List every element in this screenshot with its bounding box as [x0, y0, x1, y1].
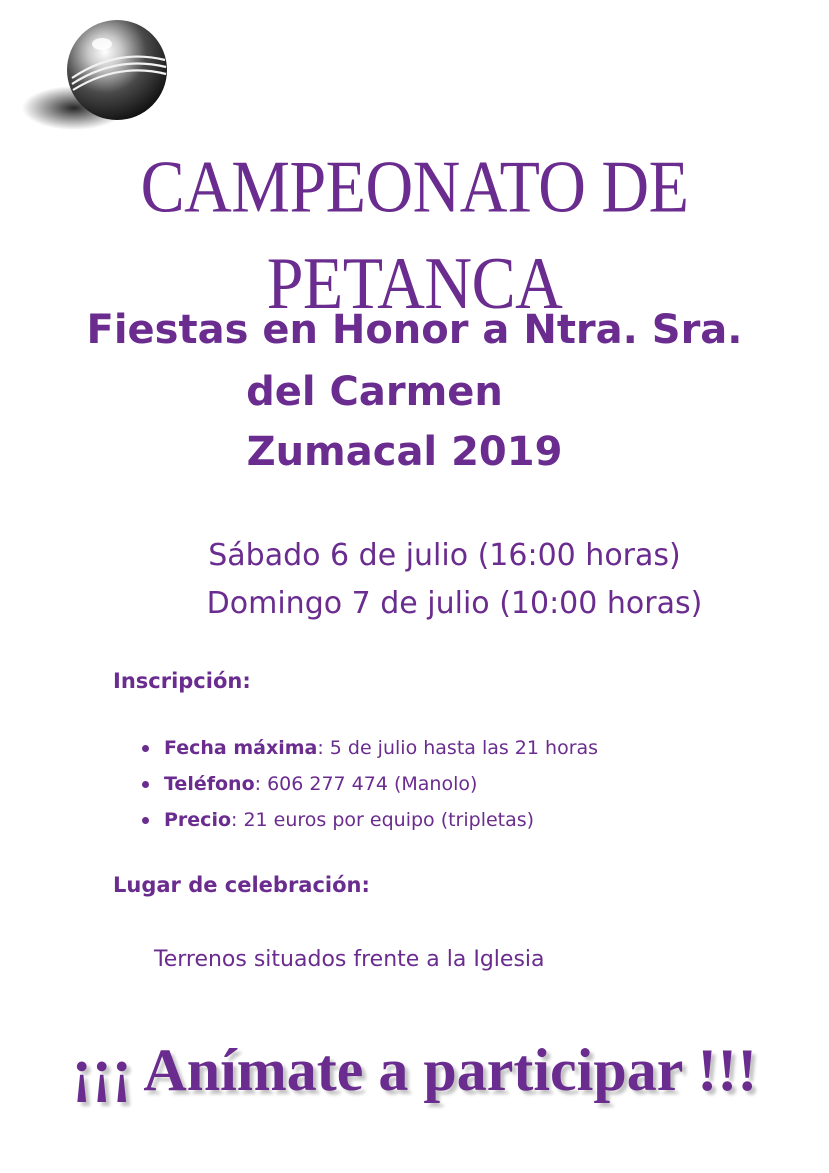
registration-list	[140, 730, 598, 838]
petanque-ball-icon	[22, 8, 172, 138]
item-label: Fecha máxima	[164, 737, 318, 759]
item-value: : 606 277 474 (Manolo)	[254, 773, 478, 795]
call-to-action: ¡¡¡ Anímate a participar !!!	[71, 1037, 758, 1103]
item-value: : 21 euros por equipo (tripletas)	[231, 809, 535, 831]
subtitle-line-3: Zumacal 2019	[246, 429, 563, 475]
date-saturday: Sábado 6 de julio (16:00 horas)	[208, 538, 681, 573]
list-item	[140, 766, 598, 802]
item-label: Precio	[164, 809, 232, 831]
subtitle-line-2: del Carmen	[246, 369, 503, 415]
date-sunday: Domingo 7 de julio (10:00 horas)	[206, 586, 703, 621]
list-item	[140, 730, 598, 766]
subtitle-line-1: Fiestas en Honor a Ntra. Sra.	[86, 307, 743, 353]
poster-title: CAMPEONATO DE PETANCA	[140, 146, 689, 325]
venue-heading: Lugar de celebración:	[113, 873, 370, 897]
venue-text: Terrenos situados frente a la Iglesia	[154, 947, 545, 972]
item-label: Teléfono	[164, 773, 255, 795]
item-value: : 5 de julio hasta las 21 horas	[317, 737, 599, 759]
registration-heading: Inscripción:	[113, 669, 251, 693]
list-item	[140, 802, 598, 838]
